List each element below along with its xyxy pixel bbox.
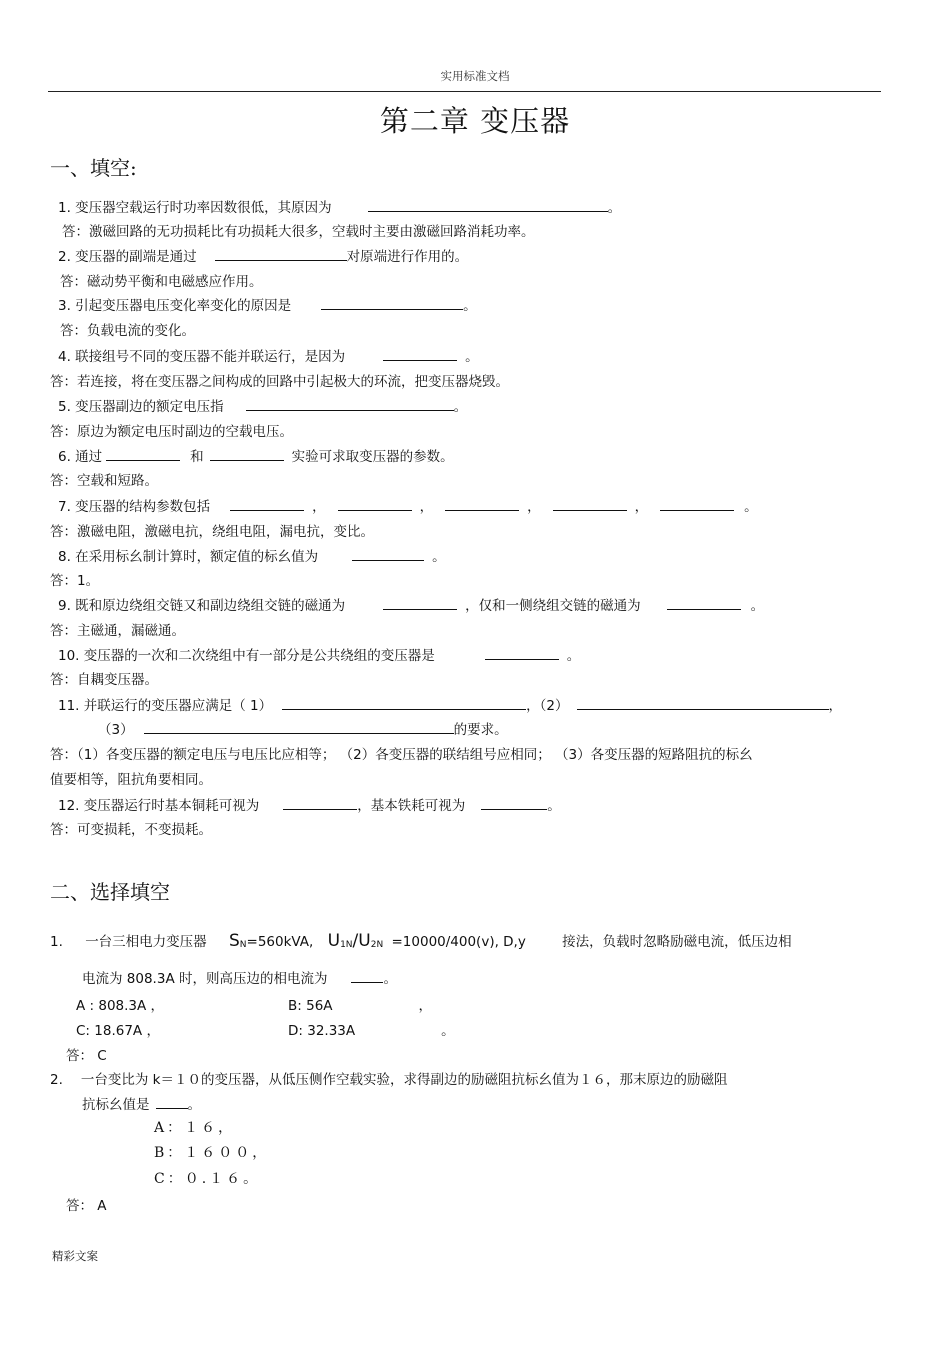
answer-blank (215, 247, 347, 261)
answer-9: 答：主磁通，漏磁通。 (50, 623, 185, 639)
answer-11: 答：（1）各变压器的额定电压与电压比应相等； （2）各变压器的联结组号应相同； （3）各变压器的短路阻抗的标幺 (50, 747, 753, 763)
answer-blank (282, 696, 526, 710)
mc-answer-1: 答： C (66, 1048, 107, 1064)
answer-blank (156, 1095, 188, 1109)
mc-option-c: C: 18.67A ， (76, 1023, 160, 1039)
answer-12: 答：可变损耗，不变损耗。 (50, 822, 212, 838)
answer-10: 答：自耦变压器。 (50, 672, 158, 688)
answer-blank (351, 969, 383, 983)
question-11-continued: （3） 的要求。 (98, 722, 508, 738)
answer-4: 答：若连接，将在变压器之间构成的回路中引起极大的环流，把变压器烧毁。 (50, 374, 509, 390)
question-5: 5. 变压器副边的额定电压指 。 (58, 399, 468, 415)
answer-blank (144, 720, 454, 734)
answer-5: 答：原边为额定电压时副边的空载电压。 (50, 424, 293, 440)
mc-question-2-line-2: 抗标幺值是 。 (82, 1097, 201, 1113)
question-12: 12. 变压器运行时基本铜耗可视为 ，基本铁耗可视为 。 (58, 798, 561, 814)
answer-blank (352, 547, 424, 561)
answer-blank (321, 296, 463, 310)
mc-option-c: C：０.１６。 (154, 1171, 261, 1187)
question-7: 7. 变压器的结构参数包括 ， ， ， ， 。 (58, 499, 758, 515)
mc-answer-2: 答： A (66, 1198, 107, 1214)
answer-blank (660, 497, 734, 511)
question-2: 2. 变压器的副端是通过 对原端进行作用的。 (58, 249, 469, 265)
running-header: 实用标准文档 (440, 69, 510, 83)
answer-7: 答：激磁电阻，激磁电抗，绕组电阻，漏电抗，变比。 (50, 524, 374, 540)
question-6: 6. 通过 和 实验可求取变压器的参数。 (58, 449, 454, 465)
answer-blank (481, 796, 547, 810)
answer-blank (667, 596, 741, 610)
answer-6: 答：空载和短路。 (50, 473, 158, 489)
answer-blank (246, 397, 454, 411)
mc-option-a: A : 808.3A ， (76, 998, 165, 1014)
answer-3: 答：负载电流的变化。 (60, 323, 195, 339)
answer-blank (485, 646, 559, 660)
answer-blank (383, 347, 457, 361)
answer-1: 答：激磁回路的无功损耗比有功损耗大很多，空载时主要由激磁回路消耗功率。 (62, 224, 535, 240)
question-3: 3. 引起变压器电压变化率变化的原因是 。 (58, 298, 477, 314)
header-rule (48, 91, 881, 92)
answer-2: 答：磁动势平衡和电磁感应作用。 (60, 274, 263, 290)
answer-blank (445, 497, 519, 511)
mc-option-a: A：１６， (154, 1120, 236, 1136)
answer-blank (210, 447, 284, 461)
mc-option-b: B：１６００， (154, 1145, 270, 1161)
mc-option-d: D: 32.33A 。 (288, 1023, 455, 1039)
answer-blank (230, 497, 304, 511)
answer-blank (383, 596, 457, 610)
answer-11-continued: 值要相等，阻抗角要相同。 (50, 772, 212, 788)
answer-blank (338, 497, 412, 511)
answer-blank (106, 447, 180, 461)
mc-question-1: 1. 一台三相电力变压器 $S_N=560kVA$, $U_{1N}/U_{2N} =10000/400(v)$, D,y 接法，负载时忽略励磁电流，低压边相 (50, 931, 792, 951)
question-1: 1. 变压器空载运行时功率因数很低，其原因为 。 (58, 200, 622, 216)
question-10: 10. 变压器的一次和二次绕组中有一部分是公共绕组的变压器是 。 (58, 648, 581, 664)
answer-blank (577, 696, 829, 710)
chapter-title: 第二章 变压器 (379, 104, 571, 138)
answer-blank (553, 497, 627, 511)
page-footer: 精彩文案 (52, 1249, 98, 1263)
mc-option-b: B: 56A ， (288, 998, 433, 1014)
answer-blank (368, 198, 608, 212)
question-11: 11. 并联运行的变压器应满足（ 1） ，（2） ， (58, 698, 842, 714)
question-8: 8. 在采用标幺制计算时，额定值的标幺值为 。 (58, 549, 446, 565)
section-heading-fill-in: 一、填空: (50, 156, 137, 180)
answer-blank (283, 796, 357, 810)
question-9: 9. 既和原边绕组交链又和副边绕组交链的磁通为 ，仅和一侧绕组交链的磁通为 。 (58, 598, 765, 614)
question-4: 4. 联接组号不同的变压器不能并联运行，是因为 。 (58, 349, 479, 365)
mc-question-1-line-2: 电流为 808.3A 时，则高压边的相电流为 。 (82, 971, 397, 987)
section-heading-multiple-choice: 二、选择填空 (50, 880, 170, 904)
mc-question-2: 2. 一台变比为 k＝１０的变压器，从低压侧作空载实验，求得副边的励磁阻抗标幺值为１６，那末原边的励磁阻 (50, 1072, 728, 1088)
answer-8: 答：1。 (50, 573, 100, 589)
